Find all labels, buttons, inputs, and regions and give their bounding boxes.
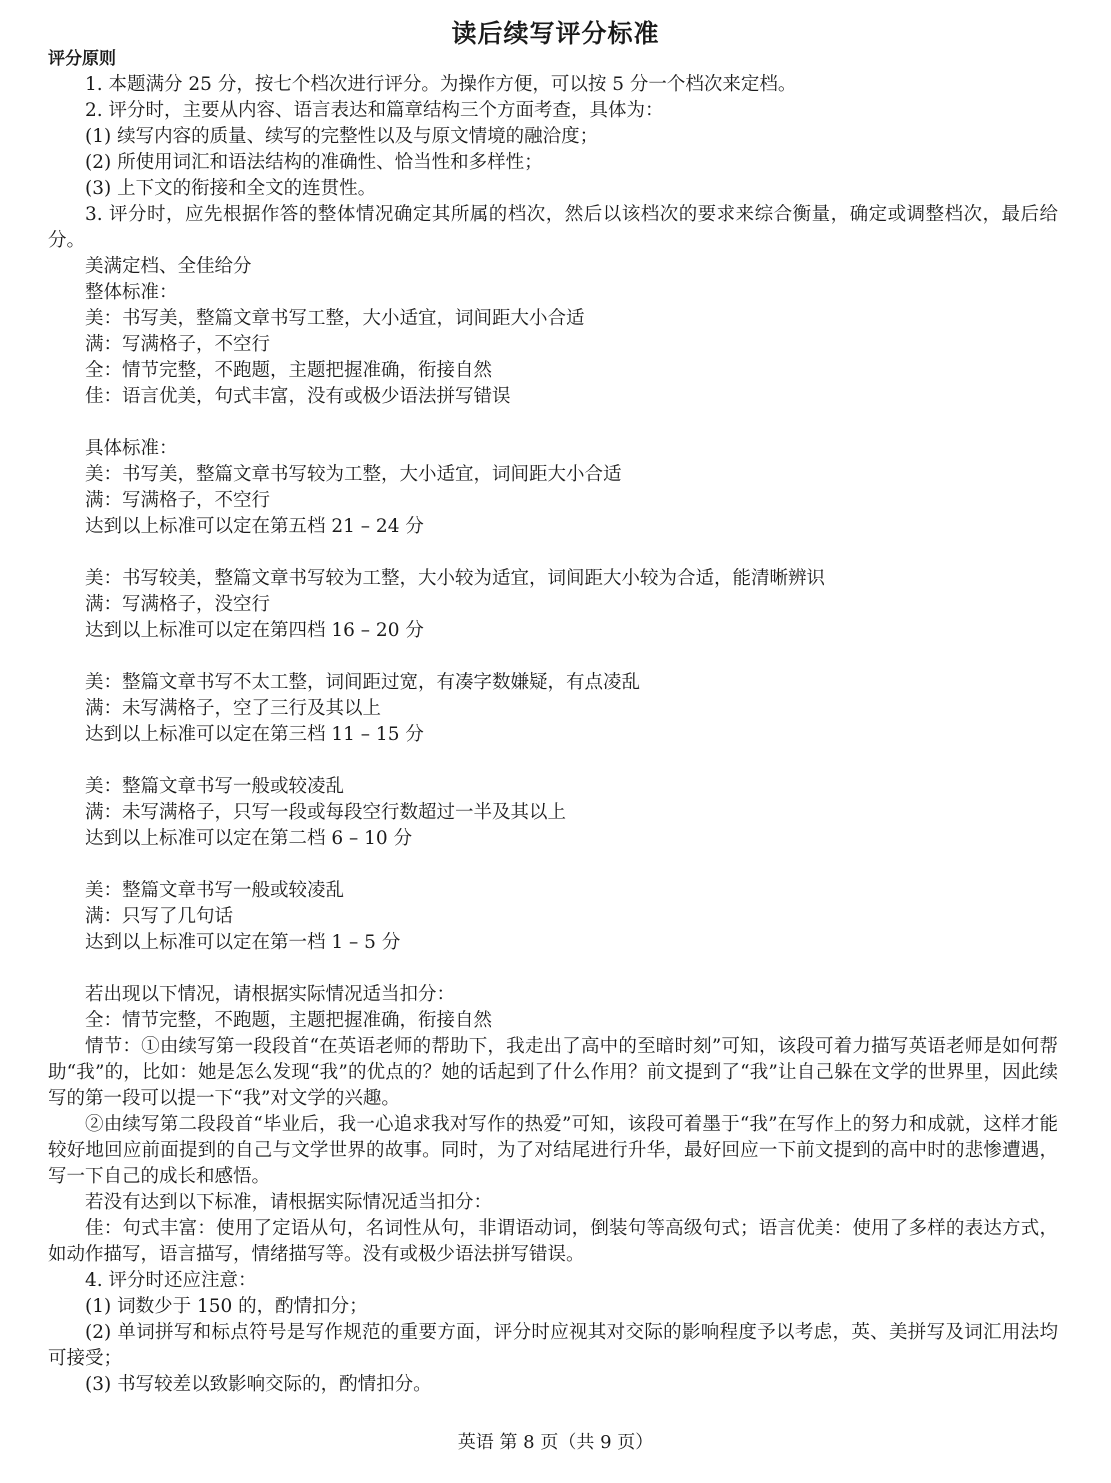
level-4-mei: 美：书写较美，整篇文章书写较为工整，大小较为适宜，词间距大小较为合适，能清晰辨识	[85, 568, 826, 589]
rule-2-item-2: (2) 所使用词汇和语法结构的准确性、恰当性和多样性；	[85, 152, 543, 173]
overall-item: 满：写满格子，不空行	[85, 334, 271, 355]
level-2-result: 达到以上标准可以定在第二档 6 – 10 分	[85, 828, 413, 849]
rule-1: 1. 本题满分 25 分，按七个档次进行评分。为操作方便，可以按 5 分一个档次来定档。	[85, 74, 797, 95]
rule-4-item-2: (2) 单词拼写和标点符号是写作规范的重要方面，评分时应视其对交际的影响程度予以考虑，英、美拼写及词汇用法均可接受；	[48, 1322, 1058, 1369]
overall-item: 美：书写美，整篇文章书写工整，大小适宜，词间距大小合适	[85, 308, 585, 329]
level-1-man: 满：只写了几句话	[85, 906, 234, 927]
rule-4: 4. 评分时还应注意：	[85, 1270, 257, 1291]
level-4-result: 达到以上标准可以定在第四档 16 – 20 分	[85, 620, 424, 641]
level-3-mei: 美：整篇文章书写不太工整，词间距过宽，有凑字数嫌疑，有点凌乱	[85, 672, 641, 693]
level-5-result: 达到以上标准可以定在第五档 21 – 24 分	[85, 516, 424, 537]
deduct-intro: 若出现以下情况，请根据实际情况适当扣分：	[85, 984, 456, 1005]
level-1-result: 达到以上标准可以定在第一档 1 – 5 分	[85, 932, 401, 953]
overall-item: 佳：语言优美，句式丰富，没有或极少语法拼写错误	[85, 386, 511, 407]
rule-4-item-3: (3) 书写较差以致影响交际的，酌情扣分。	[85, 1374, 432, 1395]
rule-4-item-1: (1) 词数少于 150 的，酌情扣分；	[85, 1296, 368, 1317]
plot-paragraph-2: ②由续写第二段段首“毕业后，我一心追求我对写作的热爱”可知，该段可着墨于“我”在写作上的努力和成就，这样才能较好地回应前面提到的自己与文学世界的故事。同时，为了对结尾进行升华，最好回应一下前文提到的高中时的悲惨遭遇，写一下自己的成长和感悟。	[48, 1114, 1058, 1187]
document-body	[48, 46, 1058, 1398]
level-4-man: 满：写满格子，没空行	[85, 594, 271, 615]
rule-2-item-1: (1) 续写内容的质量、续写的完整性以及与原文情境的融洽度；	[85, 126, 599, 147]
level-5-man: 满：写满格子，不空行	[85, 490, 271, 511]
level-5-mei: 美：书写美，整篇文章书写较为工整，大小适宜，词间距大小合适	[85, 464, 622, 485]
page-title: 读后续写评分标准	[451, 19, 660, 48]
level-2-mei: 美：整篇文章书写一般或较凌乱	[85, 776, 345, 797]
level-3-man: 满：未写满格子，空了三行及其以上	[85, 698, 382, 719]
overall-item: 全：情节完整，不跑题，主题把握准确，衔接自然	[85, 360, 493, 381]
overall-label: 整体标准：	[85, 282, 178, 303]
quan-line: 全：情节完整，不跑题，主题把握准确，衔接自然	[85, 1010, 493, 1031]
jia-line: 佳：句式丰富：使用了定语从句，名词性从句，非谓语动词，倒装句等高级句式；语言优美：使用了多样的表达方式，如动作描写，语言描写，情绪描写等。没有或极少语法拼写错误。	[48, 1218, 1058, 1265]
level-1-mei: 美：整篇文章书写一般或较凌乱	[85, 880, 345, 901]
level-3-result: 达到以上标准可以定在第三档 11 – 15 分	[85, 724, 424, 745]
rule-2-item-3: (3) 上下文的衔接和全文的连贯性。	[85, 178, 377, 199]
specific-label: 具体标准：	[85, 438, 178, 459]
section-heading: 评分原则	[48, 49, 116, 69]
rule-3: 3. 评分时，应先根据作答的整体情况确定其所属的档次，然后以该档次的要求来综合衡量，确定或调整档次，最后给分。	[48, 204, 1058, 251]
plot-paragraph-1: 情节：①由续写第一段段首“在英语老师的帮助下，我走出了高中的至暗时刻”可知，该段可着力描写英语老师是如何帮助“我”的，比如：她是怎么发现“我”的优点的？她的话起到了什么作用？前文提到了“我”让自己躲在文学的世界里，因此续写的第一段可以提一下“我”对文学的兴趣。	[48, 1036, 1058, 1109]
rule-2: 2. 评分时，主要从内容、语言表达和篇章结构三个方面考查，具体为：	[85, 100, 664, 121]
page-footer: 英语 第 8 页（共 9 页）	[457, 1432, 654, 1453]
level-2-man: 满：未写满格子，只写一段或每段空行数超过一半及其以上	[85, 802, 567, 823]
motto: 美满定档、全佳给分	[85, 256, 252, 277]
not-reach-intro: 若没有达到以下标准，请根据实际情况适当扣分：	[85, 1192, 493, 1213]
